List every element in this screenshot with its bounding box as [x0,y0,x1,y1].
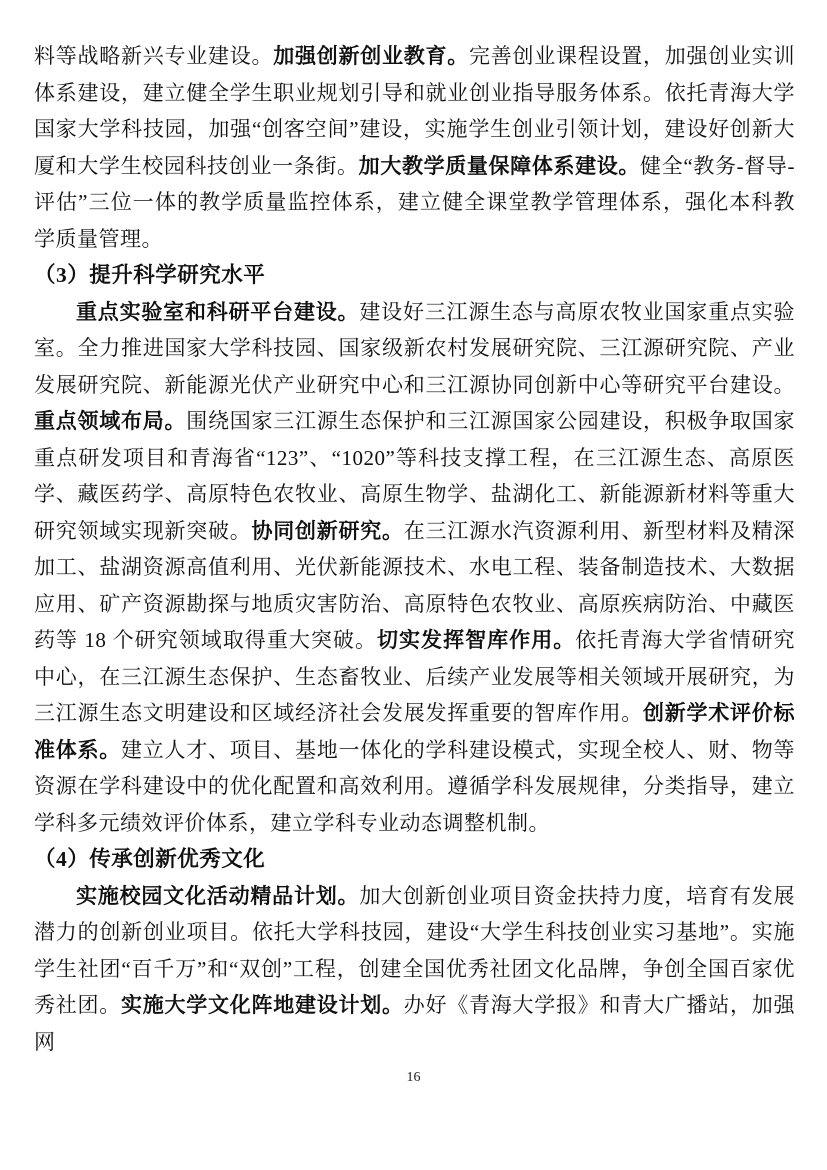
bold-text-run: 切实发挥智库作用。 [376,628,576,652]
document-body [34,38,795,1060]
section-heading: （4）传承创新优秀文化 [34,847,266,871]
text-run: 办好《青海大学报》和青大广播站，加强网 [34,993,795,1054]
section-heading: （3）提升科学研究水平 [34,263,266,287]
bold-text-run: 加大教学质量保障体系建设。 [358,153,641,178]
text-run: 完善创业课程设置，加强创业实训体系建设，建立健全学生职业规划引导和就业创业指导服务体系。依托青海大学国家大学科技园，加强“创客空间”建设，实施学生创业引领计划，建设好创新大厦和大学生校园科技创业一条街。 [34,44,795,178]
bold-text-run: 协同创新研究。 [251,518,404,543]
text-run: 围绕国家三江源生态保护和三江源国家公园建设，积极争取国家重点研发项目和青海省“123”、“1020”等科技支撑工程，在三江源生态、高原医学、藏医药学、高原特色农牧业、高原生物学、盐湖化工、新能源新材料等重大研究领域实现新突破。 [34,409,795,543]
text-run: 建立人才、项目、基地一体化的学科建设模式，实现全校人、财、物等资源在学科建设中的优化配置和高效利用。遵循学科发展规律，分类指导，建立学科多元绩效评价体系，建立学科专业动态调整机制。 [34,737,795,835]
bold-text-run: 实施大学文化阵地建设计划。 [121,993,404,1017]
text-run: 健全“教务-督导-评估”三位一体的教学质量监控体系，建立健全课堂教学管理体系，强化本科教学质量管理。 [34,153,796,251]
text-run: 依托青海大学省情研究中心，在三江源生态保护、生态畜牧业、后续产业发展等相关领域开展研究，为三江源生态文明建设和区域经济社会发展发挥重要的智库作用。 [34,628,796,725]
page-number: 16 [406,1070,421,1085]
bold-text-run: 创新学术评价标准体系。 [34,701,795,762]
text-run: 加大创新创业项目资金扶持力度，培育有发展潜力的创新创业项目。依托大学科技园，建设“大学生科技创业实习基地”。实施学生社团“百千万”和“双创”工程，创建全国优秀社团文化品牌，争创全国百家优秀社团。 [34,883,795,1017]
page-footer [0,1068,827,1086]
text-run: 料等战略新兴专业建设。 [34,44,274,68]
paragraph [34,878,795,1061]
bold-text-run: 实施校园文化活动精品计划。 [76,883,360,908]
paragraph [34,294,795,842]
paragraph [34,38,795,257]
bold-text-run: 加强创新创业教育。 [273,44,469,68]
text-run: 建设好三江源生态与高原农牧业国家重点实验室。全力推进国家大学科技园、国家级新农村发展研究院、三江源研究院、产业发展研究院、新能源光伏产业研究中心和三江源协同创新中心等研究平台建设。 [34,299,795,397]
text-run: 在三江源水汽资源利用、新型材料及精深加工、盐湖资源高值利用、光伏新能源技术、水电工程、装备制造技术、大数据应用、矿产资源勘探与地质灾害防治、高原特色农牧业、高原疾病防治、中藏医药等 18 个研究领域取得重大突破。 [34,518,795,652]
bold-text-run: 重点实验室和科研平台建设。 [76,299,360,324]
bold-text-run: 重点领域布局。 [34,409,187,433]
